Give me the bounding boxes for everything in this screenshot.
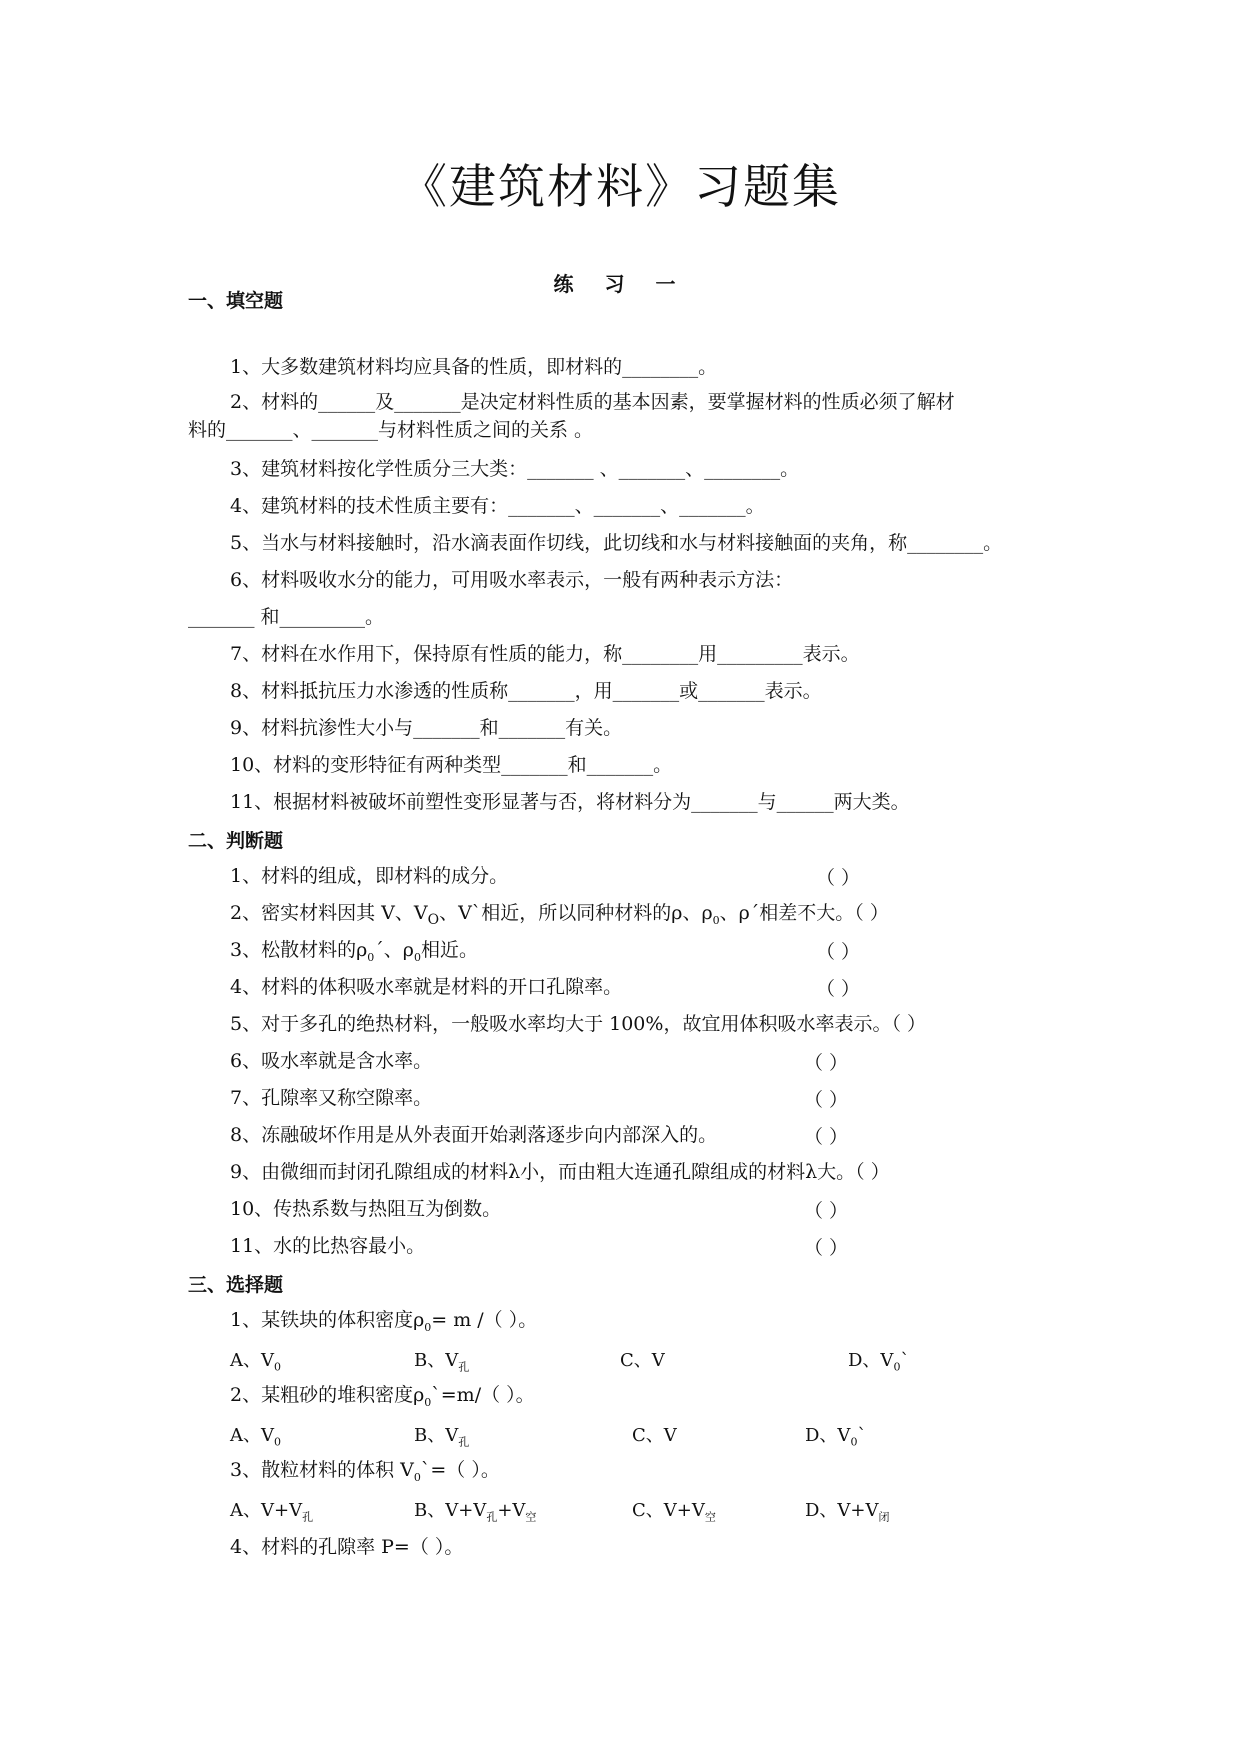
true-false-q3: 3、松散材料的$\rho_0´$、$\rho_0$相近。 <box>230 939 478 964</box>
fill-blank-q5: 5、当水与材料接触时，沿水滴表面作切线，此切线和水与材料接触面的夹角，称________。 <box>230 532 1003 554</box>
choice-q4: 4、材料的孔隙率 P=（ ）。 <box>230 1536 464 1558</box>
fill-blank-q4: 4、建筑材料的技术性质主要有：_______、_______、_______。 <box>230 495 765 517</box>
choice-q1-option-c: C、V <box>620 1350 665 1371</box>
exercise-subtitle: 练 习 一 <box>553 272 688 296</box>
true-false-q5: 5、对于多孔的绝热材料，一般吸水率均大于 100%，故宜用体积吸水率表示。（ ） <box>230 1013 926 1035</box>
fill-blank-q3: 3、建筑材料按化学性质分三大类：_______ 、_______、________。 <box>230 458 800 480</box>
answer-parentheses: （ ） <box>804 1052 849 1074</box>
answer-parentheses: （ ） <box>804 1200 849 1222</box>
true-false-q8: 8、冻融破坏作用是从外表面开始剥落逐步向内部深入的。 <box>230 1124 718 1146</box>
fill-blank-q10: 10、材料的变形特征有两种类型_______和_______。 <box>230 754 673 776</box>
true-false-q7: 7、孔隙率又称空隙率。 <box>230 1087 433 1109</box>
choice-q1-option-a: A、$V_0$ <box>230 1350 281 1374</box>
section-multiple-choice-heading: 三、选择题 <box>188 1274 284 1296</box>
answer-parentheses: （ ） <box>804 1089 849 1111</box>
section-true-false-heading: 二、判断题 <box>188 830 284 852</box>
page-title: 《建筑材料》习题集 <box>400 160 841 215</box>
true-false-q6: 6、吸水率就是含水率。 <box>230 1050 433 1072</box>
answer-parentheses: （ ） <box>816 978 861 1000</box>
true-false-q9: 9、由微细而封闭孔隙组成的材料λ小，而由粗大连通孔隙组成的材料λ大。（ ） <box>230 1161 890 1183</box>
choice-q2: 2、某粗砂的堆积密度$\rho_0`=m/$（ ）。 <box>230 1384 535 1409</box>
choice-q3: 3、散粒材料的体积 $V_0`=$（ ）。 <box>230 1459 500 1484</box>
true-false-q1: 1、材料的组成，即材料的成分。 <box>230 865 509 887</box>
choice-q1-option-b: B、$V_孔$ <box>414 1350 470 1374</box>
true-false-q10: 10、传热系数与热阻互为倒数。 <box>230 1198 502 1220</box>
fill-blank-q2-line2: 料的_______、_______与材料性质之间的关系 。 <box>188 419 594 441</box>
choice-q3-option-b: B、$V+V_孔+V_空$ <box>414 1500 537 1524</box>
choice-q3-option-d: D、$V+V_闭$ <box>805 1500 890 1524</box>
choice-q2-option-b: B、$V_孔$ <box>414 1425 470 1449</box>
true-false-q2: 2、密实材料因其 V、$V_O$、V`相近，所以同种材料的ρ、$\rho_0$、ρ´相差不大。（ ） <box>230 902 889 928</box>
choice-q2-option-d: D、$V_0`$ <box>805 1425 867 1449</box>
choice-q1-option-d: D、$V_0`$ <box>848 1350 910 1374</box>
choice-q2-option-a: A、$V_0$ <box>230 1425 281 1449</box>
true-false-q4: 4、材料的体积吸水率就是材料的开口孔隙率。 <box>230 976 623 998</box>
answer-parentheses: （ ） <box>804 1237 849 1259</box>
choice-q2-option-c: C、V <box>632 1425 677 1446</box>
section-fill-blank-heading: 一、填空题 <box>188 290 284 312</box>
true-false-q11: 11、水的比热容最小。 <box>230 1235 426 1257</box>
answer-parentheses: （ ） <box>804 1126 849 1148</box>
fill-blank-q9: 9、材料抗渗性大小与_______和_______有关。 <box>230 717 623 739</box>
choice-q3-option-a: A、$V+V_孔$ <box>230 1500 314 1524</box>
fill-blank-q6-line2: _______ 和_________。 <box>188 606 385 628</box>
fill-blank-q7: 7、材料在水作用下，保持原有性质的能力，称________用_________表示。 <box>230 643 860 665</box>
fill-blank-q11: 11、根据材料被破坏前塑性变形显著与否，将材料分为_______与______两大类。 <box>230 791 910 813</box>
choice-q3-option-c: C、$V+V_空$ <box>632 1500 716 1524</box>
fill-blank-q8: 8、材料抵抗压力水渗透的性质称_______，用_______或_______表示。 <box>230 680 822 702</box>
choice-q1: 1、某铁块的体积密度$\rho_0= m$ /（ ）。 <box>230 1309 538 1334</box>
answer-parentheses: （ ） <box>816 941 861 963</box>
answer-parentheses: （ ） <box>816 867 861 889</box>
fill-blank-q1: 1、大多数建筑材料均应具备的性质，即材料的________。 <box>230 356 718 378</box>
fill-blank-q2-line1: 2、材料的______及_______是决定材料性质的基本因素，要掌握材料的性质必须了解材 <box>230 391 955 413</box>
fill-blank-q6-line1: 6、材料吸收水分的能力，可用吸水率表示，一般有两种表示方法： <box>230 569 794 591</box>
